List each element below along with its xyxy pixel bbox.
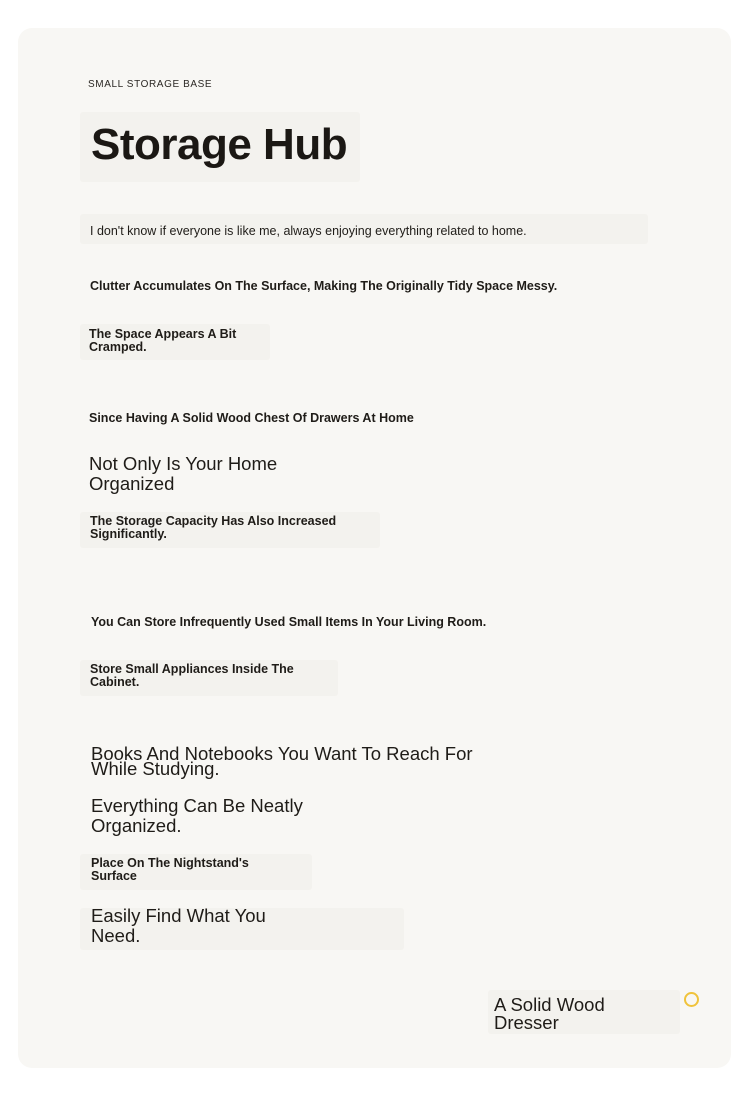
eyebrow-label: SMALL STORAGE BASE	[88, 79, 213, 90]
heading-dresser: A Solid Wood Dresser	[494, 994, 605, 1033]
text-block-intro: I don't know if everyone is like me, always enjoying everything related to home.	[90, 224, 527, 238]
text-block-cramped: The Space Appears A Bit Cramped.	[89, 327, 237, 355]
accent-ring-icon	[684, 992, 699, 1007]
content-card	[18, 28, 731, 1068]
heading-neatly-organized: Everything Can Be Neatly Organized.	[91, 795, 303, 837]
heading-organized: Not Only Is Your Home Organized	[89, 453, 278, 495]
text-block-living-room: You Can Store Infrequently Used Small Items In Your Living Room.	[91, 615, 487, 629]
text-block-capacity: The Storage Capacity Has Also Increased Significantly.	[90, 514, 337, 542]
text-block-appliances: Store Small Appliances Inside The Cabinet.	[90, 662, 294, 690]
text-block-clutter: Clutter Accumulates On The Surface, Making The Originally Tidy Space Messy.	[90, 279, 558, 293]
page-title: Storage Hub	[91, 120, 348, 169]
heading-books: Books And Notebooks You Want To Reach For While Studying.	[91, 743, 473, 780]
text-block-solid-wood: Since Having A Solid Wood Chest Of Drawers At Home	[89, 411, 414, 425]
text-block-nightstand: Place On The Nightstand's Surface	[91, 856, 249, 884]
heading-easily-find: Easily Find What You Need.	[91, 905, 266, 947]
